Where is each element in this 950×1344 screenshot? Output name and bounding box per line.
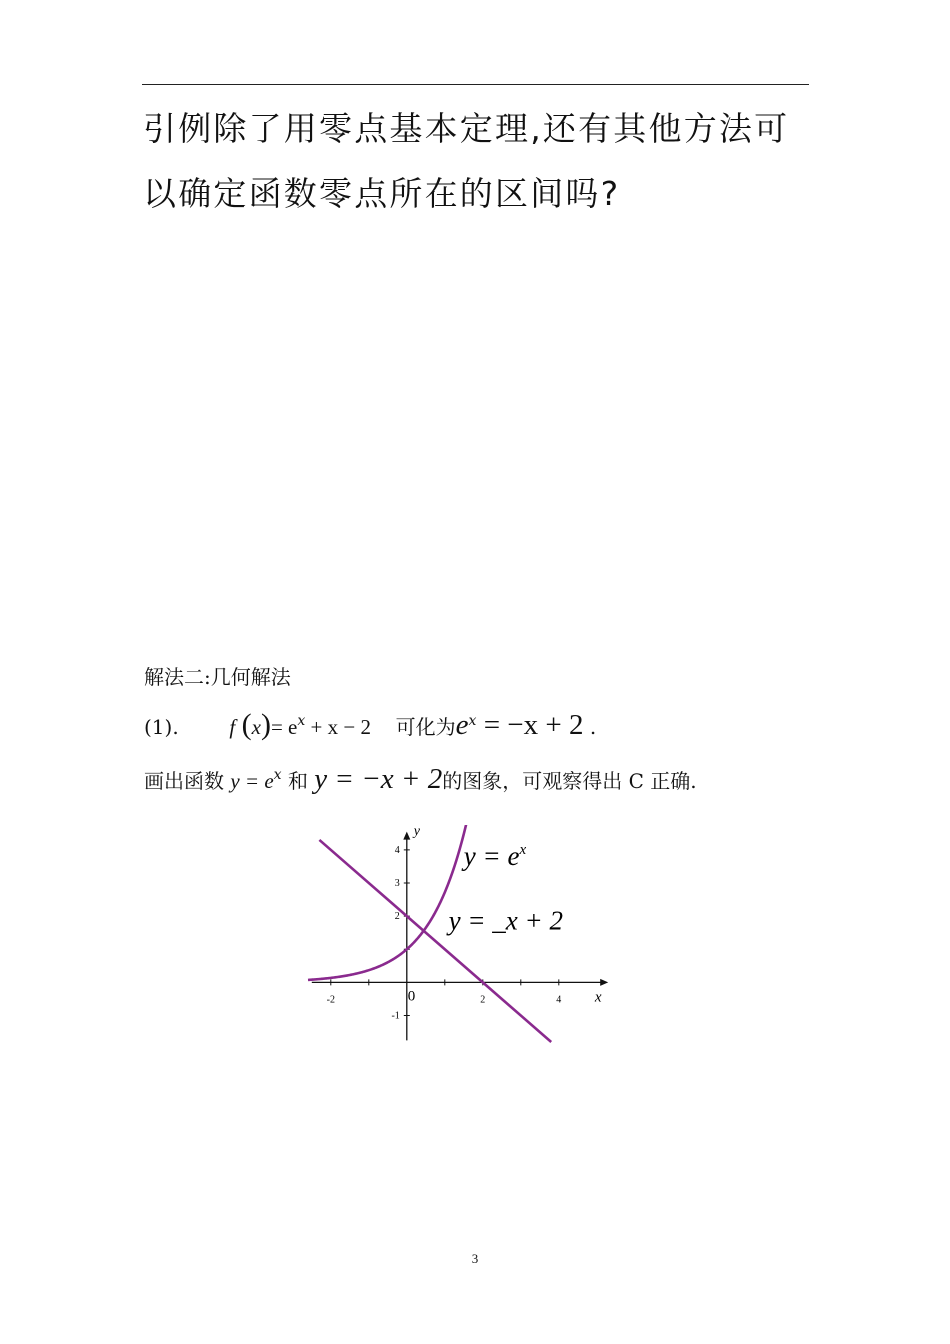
equation-end: . (583, 715, 597, 739)
y-tick-label: -1 (391, 1010, 400, 1022)
y-tick-label: 4 (394, 844, 400, 856)
function-rhs-exponent: x (297, 713, 306, 729)
x-tick-label: 2 (480, 994, 486, 1006)
header-rule (142, 84, 809, 85)
function-name: f (229, 715, 236, 739)
y-tick-label: 2 (394, 911, 400, 923)
draw-suffix: 的图象，可观察得出 C 正确. (442, 769, 697, 793)
function-rhs-a: = e (270, 715, 298, 739)
equation-lhs-exponent: x (468, 713, 477, 729)
solution-title: 解法二:几何解法 (144, 665, 291, 689)
function-graph (300, 825, 620, 1050)
x-axis-arrow (600, 979, 608, 986)
question-heading-line-2: 以确定函数零点所在的区间吗? (143, 174, 621, 213)
function-paren-open: ( (241, 708, 252, 741)
y-axis-arrow (403, 832, 410, 840)
step-1-label: (1). (144, 715, 179, 739)
rewrite-text: 可化为 (395, 715, 456, 739)
x-axis-label: x (594, 989, 602, 1006)
question-heading-line-1: 引例除了用零点基本定理,还有其他方法可 (143, 109, 790, 148)
y-axis-label: y (413, 825, 421, 839)
page-number: 3 (471, 1251, 479, 1266)
step-1-line (144, 708, 596, 742)
x-tick-label: 0 (407, 988, 416, 1005)
func1-exponent: x (273, 767, 282, 783)
exp-label-base: y = e (463, 840, 520, 871)
y-tick-label: 3 (394, 878, 400, 889)
function-variable: x (251, 715, 261, 739)
function-rhs-b: + x − 2 (305, 715, 371, 739)
x-tick-label: -2 (326, 994, 335, 1006)
equation-rhs: = −x + 2 (476, 709, 584, 741)
x-tick-label: 4 (556, 994, 562, 1006)
step-2-line (144, 763, 697, 796)
exp-label-exponent: x (519, 841, 527, 858)
draw-prefix: 画出函数 (144, 769, 224, 793)
and-text: 和 (287, 769, 308, 793)
equation-lhs: e (455, 709, 469, 741)
exponential-curve (308, 825, 467, 980)
line-label: y = _x + 2 (448, 905, 564, 936)
func1-label: y = e (230, 769, 274, 793)
function-paren-close: ) (260, 708, 271, 741)
func2-label: y = −x + 2 (314, 763, 443, 795)
exponential-curve-label (461, 841, 527, 871)
